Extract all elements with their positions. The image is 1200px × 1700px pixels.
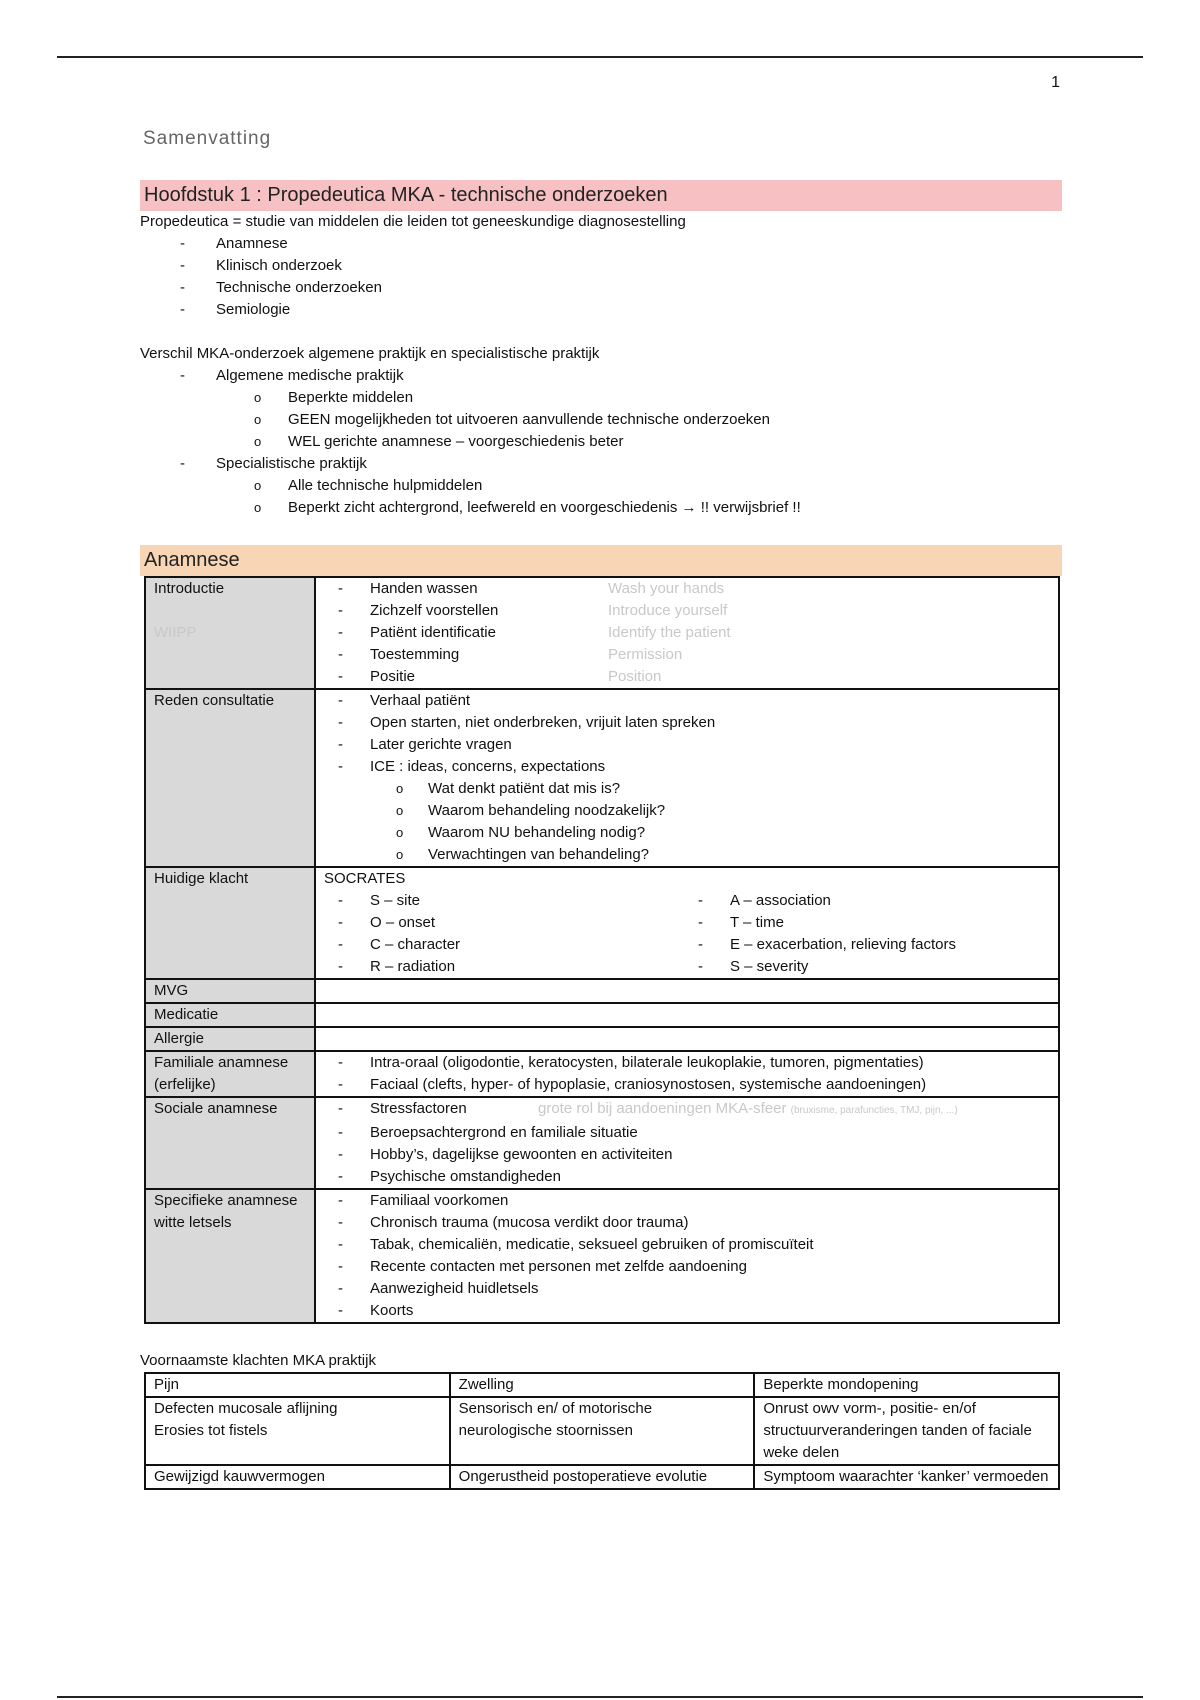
- row-label: Sociale anamnese: [145, 1097, 315, 1189]
- list-item: - Handen wassen Wash your hands: [324, 578, 1058, 600]
- list-item: - Semiologie: [140, 299, 1062, 321]
- list-item: - Algemene medische praktijk: [140, 365, 1062, 387]
- list-item: o Alle technische hulpmiddelen: [140, 475, 1062, 497]
- row-label: Introductie WIIPP: [145, 577, 315, 689]
- list-item: - Aanwezigheid huidletsels: [324, 1278, 1058, 1300]
- list-item: - C – character: [324, 934, 684, 956]
- row-content: [315, 689, 1059, 867]
- list-item: - R – radiation: [324, 956, 684, 978]
- row-label: Reden consultatie: [145, 689, 315, 867]
- list-item: - Specialistische praktijk: [140, 453, 1062, 475]
- row-content: [315, 1003, 1059, 1027]
- row-content: [315, 867, 1059, 979]
- table-row: [145, 1097, 1059, 1189]
- row-content: [315, 1051, 1059, 1097]
- general-practice-sublist: [140, 387, 1062, 453]
- list-item: - ICE : ideas, concerns, expectations: [324, 756, 1058, 778]
- list-item: - Beroepsachtergrond en familiale situatie: [324, 1122, 1058, 1144]
- list-item: - Stressfactoren grote rol bij aandoeningen MKA-sfeer (bruxisme, parafuncties, TMJ, pijn, ...): [324, 1098, 1058, 1122]
- row-content: [315, 577, 1059, 689]
- list-item: - Toestemming Permission: [324, 644, 1058, 666]
- list-item: - Zichzelf voorstellen Introduce yourself: [324, 600, 1058, 622]
- row-label: Familiale anamnese (erfelijke): [145, 1051, 315, 1097]
- ghost-note-small: (bruxisme, parafuncties, TMJ, pijn, ...): [790, 1105, 958, 1116]
- table-row: [145, 1397, 1059, 1465]
- list-item: - Positie Position: [324, 666, 1058, 688]
- list-item: o Wat denkt patiënt dat mis is?: [324, 778, 1058, 800]
- row-content: [315, 1189, 1059, 1323]
- socrates-left: [324, 890, 684, 978]
- table-row: [145, 1027, 1059, 1051]
- complaints-title: Voornaamste klachten MKA praktijk: [140, 1352, 376, 1369]
- page-content: [140, 180, 1062, 1490]
- list-item: o WEL gerichte anamnese – voorgeschiedenis beter: [140, 431, 1062, 453]
- table-row: [145, 979, 1059, 1003]
- list-item: o Waarom behandeling noodzakelijk?: [324, 800, 1058, 822]
- list-item: o GEEN mogelijkheden tot uitvoeren aanvullende technische onderzoeken: [140, 409, 1062, 431]
- table-cell: Ongerustheid postoperatieve evolutie: [450, 1465, 755, 1489]
- list-item: - Recente contacten met personen met zelfde aandoening: [324, 1256, 1058, 1278]
- row-label: Medicatie: [145, 1003, 315, 1027]
- list-item: o Beperkte middelen: [140, 387, 1062, 409]
- difference-title: Verschil MKA-onderzoek algemene praktijk en specialistische praktijk: [140, 345, 600, 362]
- list-item: - Familiaal voorkomen: [324, 1190, 1058, 1212]
- row-content: [315, 1027, 1059, 1051]
- practice-list: [140, 365, 1062, 387]
- list-item: - Intra-oraal (oligodontie, keratocysten, bilaterale leukoplakie, tumoren, pigmentaties): [324, 1052, 1058, 1074]
- table-cell: Zwelling: [450, 1373, 755, 1397]
- anamnese-table: [144, 576, 1060, 1324]
- table-row: [145, 1189, 1059, 1323]
- row-label: Specifieke anamnese witte letsels: [145, 1189, 315, 1323]
- list-item: - Verhaal patiënt: [324, 690, 1058, 712]
- chapter-heading: Hoofdstuk 1 : Propedeutica MKA - technische onderzoeken: [140, 180, 1062, 211]
- propedeutica-list: [140, 233, 1062, 321]
- socrates-right: [684, 890, 1044, 978]
- bottom-rule: [57, 1696, 1143, 1698]
- table-row: [145, 1051, 1059, 1097]
- list-item: - Koorts: [324, 1300, 1058, 1322]
- document-title: Samenvatting: [143, 128, 272, 149]
- table-row: [145, 689, 1059, 867]
- row-label: MVG: [145, 979, 315, 1003]
- list-item: - Anamnese: [140, 233, 1062, 255]
- row-content: [315, 979, 1059, 1003]
- list-item: - Later gerichte vragen: [324, 734, 1058, 756]
- row-label: Allergie: [145, 1027, 315, 1051]
- row-content: [315, 1097, 1059, 1189]
- table-row: [145, 1465, 1059, 1489]
- list-item: o Waarom NU behandeling nodig?: [324, 822, 1058, 844]
- list-item: o Verwachtingen van behandeling?: [324, 844, 1058, 866]
- list-item: o Beperkt zicht achtergrond, leefwereld en voorgeschiedenis → !! verwijsbrief !!: [140, 497, 1062, 519]
- top-rule: [57, 56, 1143, 58]
- list-item: - Patiënt identificatie Identify the patient: [324, 622, 1058, 644]
- anamnese-heading: Anamnese: [140, 545, 1062, 576]
- table-cell: Symptoom waarachter ‘kanker’ vermoeden: [754, 1465, 1059, 1489]
- list-item: - O – onset: [324, 912, 684, 934]
- table-row: [145, 1373, 1059, 1397]
- practice-list: [140, 453, 1062, 475]
- list-item: - T – time: [684, 912, 1044, 934]
- table-cell: Defecten mucosale aflijning Erosies tot fistels: [145, 1397, 450, 1465]
- list-item: - A – association: [684, 890, 1044, 912]
- list-item: - Open starten, niet onderbreken, vrijuit laten spreken: [324, 712, 1058, 734]
- definition-text: Propedeutica = studie van middelen die leiden tot geneeskundige diagnosestelling: [140, 213, 686, 230]
- table-cell: Sensorisch en/ of motorische neurologische stoornissen: [450, 1397, 755, 1465]
- complaints-table: [144, 1372, 1060, 1490]
- list-item: - Psychische omstandigheden: [324, 1166, 1058, 1188]
- ghost-note: grote rol bij aandoeningen MKA-sfeer: [538, 1100, 787, 1117]
- list-item: - Tabak, chemicaliën, medicatie, seksueel gebruiken of promiscuïteit: [324, 1234, 1058, 1256]
- table-row: [145, 577, 1059, 689]
- specialist-practice-sublist: [140, 475, 1062, 519]
- page-number: 1: [1051, 74, 1060, 91]
- list-item: - E – exacerbation, relieving factors: [684, 934, 1044, 956]
- table-cell: Beperkte mondopening: [754, 1373, 1059, 1397]
- list-item: - Faciaal (clefts, hyper- of hypoplasie, craniosynostosen, systemische aandoeningen): [324, 1074, 1058, 1096]
- table-cell: Gewijzigd kauwvermogen: [145, 1465, 450, 1489]
- socrates-title: SOCRATES: [324, 870, 406, 887]
- list-item: - S – site: [324, 890, 684, 912]
- list-item: - S – severity: [684, 956, 1044, 978]
- table-row: [145, 867, 1059, 979]
- list-item: - Klinisch onderzoek: [140, 255, 1062, 277]
- list-item: - Chronisch trauma (mucosa verdikt door trauma): [324, 1212, 1058, 1234]
- list-item: - Hobby’s, dagelijkse gewoonten en activiteiten: [324, 1144, 1058, 1166]
- row-label: Huidige klacht: [145, 867, 315, 979]
- table-cell: Pijn: [145, 1373, 450, 1397]
- list-item: - Technische onderzoeken: [140, 277, 1062, 299]
- table-row: [145, 1003, 1059, 1027]
- table-cell: Onrust owv vorm-, positie- en/of structuurveranderingen tanden of faciale weke delen: [754, 1397, 1059, 1465]
- mnemonic-label: WIIPP: [154, 624, 197, 641]
